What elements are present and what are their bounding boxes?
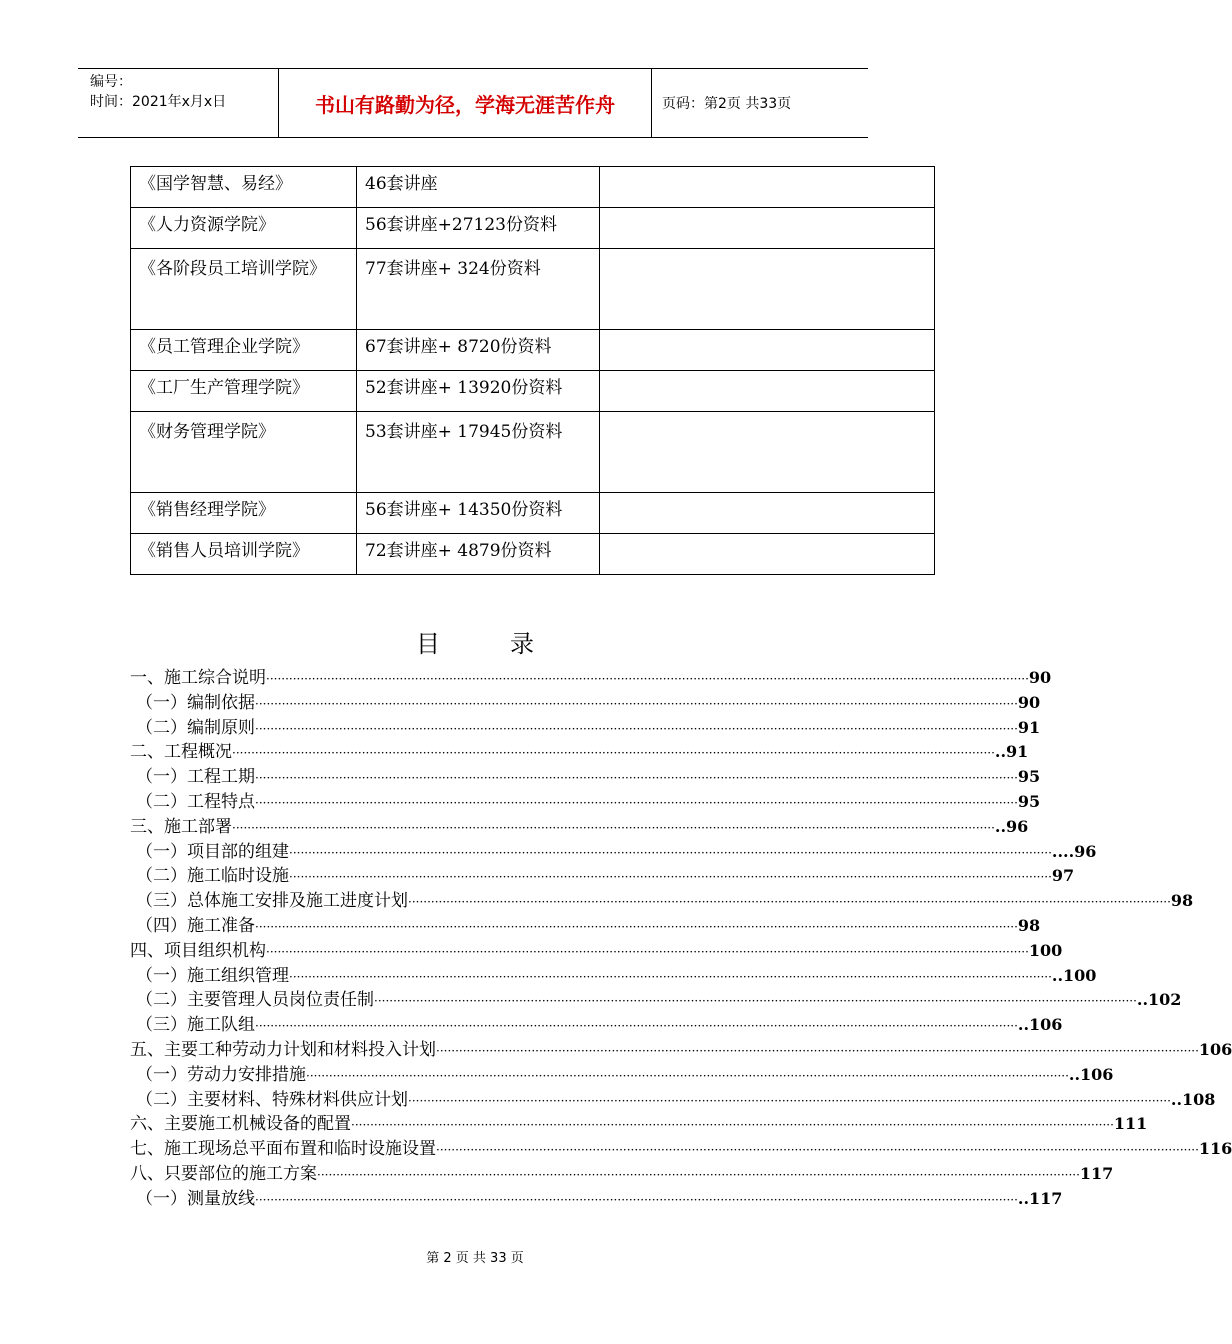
resource-name: 《各阶段员工培训学院》	[131, 249, 357, 330]
toc-entry-label: （三）总体施工安排及施工进度计划	[136, 891, 408, 912]
resource-name: 《销售经理学院》	[131, 493, 357, 534]
toc-title	[0, 624, 950, 659]
toc-entry-page: 90	[1028, 668, 1052, 687]
toc-entry[interactable]	[130, 1088, 1216, 1113]
table-row	[131, 412, 935, 493]
toc-leader-dots: ········································································································································································································	[289, 845, 1052, 860]
toc-entry-page: 95	[1017, 767, 1041, 787]
toc-leader-dots: ········································································································································································································	[289, 969, 1052, 984]
toc-entry-page: 100	[1028, 940, 1063, 960]
toc-entry-label: 一、施工综合说明	[130, 668, 266, 688]
toc-entry-label: （二）主要材料、特殊材料供应计划	[136, 1089, 408, 1110]
table-row	[131, 493, 935, 534]
toc-leader-dots: ········································································································································································································	[266, 672, 1029, 686]
toc-entry[interactable]	[130, 666, 1052, 691]
toc-leader-dots: ········································································································································································································	[232, 820, 995, 835]
toc-leader-dots: ········································································································································································································	[306, 1068, 1069, 1083]
table-row	[131, 371, 935, 412]
resource-extra	[600, 493, 935, 534]
toc-entry-page: ....96	[1051, 841, 1097, 861]
page-footer: 第 2 页 共 33 页	[426, 1251, 524, 1266]
toc-leader-dots: ········································································································································································································	[374, 994, 1137, 1009]
toc-entry-label: （一）施工组织管理	[136, 965, 289, 986]
toc-entry-label: （三）施工队组	[136, 1015, 255, 1036]
toc-entry-label: 八、只要部位的施工方案	[130, 1163, 317, 1184]
resource-table	[130, 166, 935, 575]
toc-leader-dots: ········································································································································································································	[317, 1167, 1080, 1182]
toc-leader-dots: ········································································································································································································	[351, 1118, 1114, 1133]
toc-entry-page: ..100	[1051, 965, 1097, 985]
toc-entry-label: （一）测量放线	[136, 1188, 255, 1209]
toc-entry-label: （二）编制原则	[136, 717, 255, 738]
toc-entry-label: （二）主要管理人员岗位责任制	[136, 990, 374, 1011]
toc-leader-dots: ········································································································································································································	[255, 919, 1018, 934]
toc-entry-label: （一）项目部的组建	[136, 841, 289, 862]
resource-extra	[600, 330, 935, 371]
table-row	[131, 208, 935, 249]
toc-entry-label: （四）施工准备	[136, 915, 255, 936]
time-label: 时间：2021年x月x日	[90, 94, 227, 110]
toc-entry-page: 97	[1051, 866, 1075, 886]
toc-entry-label: （二）工程特点	[136, 791, 255, 812]
toc-entry-label: （一）劳动力安排措施	[136, 1064, 306, 1085]
toc-leader-dots: ········································································································································································································	[255, 1192, 1018, 1207]
toc-leader-dots: ········································································································································································································	[255, 1019, 1018, 1034]
toc-entry[interactable]	[130, 840, 1097, 865]
toc-entry-label: 二、工程概况	[130, 742, 232, 763]
toc-entry[interactable]	[130, 939, 1063, 964]
toc-entry[interactable]	[130, 1013, 1063, 1038]
resource-name: 《财务管理学院》	[131, 412, 357, 493]
toc-entry-page: 98	[1170, 891, 1194, 911]
toc-leader-dots: ········································································································································································································	[289, 870, 1052, 885]
toc-entry-label: 七、施工现场总平面布置和临时设施设置	[130, 1139, 436, 1160]
toc-title-part: 录	[510, 630, 534, 658]
toc-leader-dots: ········································································································································································································	[255, 696, 1018, 711]
resource-content: 67套讲座+ 8720份资料	[357, 330, 600, 371]
toc-entry-label: （二）施工临时设施	[136, 866, 289, 887]
toc-leader-dots: ········································································································································································································	[255, 721, 1018, 736]
table-row	[131, 249, 935, 330]
toc-entry-page: ..117	[1017, 1188, 1063, 1208]
resource-content: 72套讲座+ 4879份资料	[357, 534, 600, 575]
toc-entry-label: 六、主要施工机械设备的配置	[130, 1114, 351, 1135]
toc-entry[interactable]	[130, 716, 1041, 741]
toc-entry[interactable]	[130, 691, 1041, 716]
resource-name: 《工厂生产管理学院》	[131, 371, 357, 412]
resource-name: 《销售人员培训学院》	[131, 534, 357, 575]
toc-leader-dots: ········································································································································································································	[255, 771, 1018, 786]
toc-title-part: 目	[416, 630, 440, 658]
toc-entry-page: 106	[1198, 1039, 1232, 1059]
toc-entry-label: （一）工程工期	[136, 767, 255, 788]
toc-entry-label: 四、项目组织机构	[130, 940, 266, 961]
toc-leader-dots: ········································································································································································································	[255, 795, 1018, 810]
resource-name: 《国学智慧、易经》	[131, 167, 357, 208]
toc-entry[interactable]	[130, 1112, 1148, 1137]
table-of-contents	[130, 666, 1232, 1212]
resource-extra	[600, 208, 935, 249]
toc-entry-label: 五、主要工种劳动力计划和材料投入计划	[130, 1039, 436, 1060]
toc-entry-page: ..106	[1017, 1015, 1063, 1035]
toc-leader-dots: ········································································································································································································	[232, 746, 995, 761]
toc-entry-page: 111	[1113, 1114, 1148, 1134]
resource-extra	[600, 167, 935, 208]
toc-entry[interactable]	[130, 1137, 1232, 1162]
toc-entry[interactable]	[130, 790, 1041, 815]
table-row	[131, 534, 935, 575]
toc-entry-page: ..106	[1068, 1064, 1114, 1084]
toc-entry-label: （一）编制依据	[136, 692, 255, 713]
toc-leader-dots: ········································································································································································································	[436, 1143, 1199, 1158]
toc-entry-page: ..108	[1170, 1089, 1216, 1109]
toc-entry[interactable]	[130, 1162, 1114, 1187]
toc-entry-page: ..91	[994, 742, 1029, 762]
resource-content: 77套讲座+ 324份资料	[357, 249, 600, 330]
toc-entry[interactable]	[130, 988, 1182, 1013]
table-row	[131, 330, 935, 371]
resource-content: 53套讲座+ 17945份资料	[357, 412, 600, 493]
resource-name: 《员工管理企业学院》	[131, 330, 357, 371]
toc-entry-page: 95	[1017, 791, 1041, 811]
toc-entry[interactable]	[130, 964, 1097, 989]
resource-extra	[600, 534, 935, 575]
toc-leader-dots: ········································································································································································································	[408, 895, 1171, 910]
resource-content: 56套讲座+27123份资料	[357, 208, 600, 249]
resource-content: 56套讲座+ 14350份资料	[357, 493, 600, 534]
toc-entry[interactable]	[130, 1187, 1063, 1212]
header-page-info: 页码：第2页 共33页	[662, 96, 792, 112]
toc-entry-page: 117	[1079, 1163, 1114, 1183]
resource-extra	[600, 371, 935, 412]
serial-label: 编号：	[90, 74, 132, 90]
toc-entry[interactable]	[130, 914, 1041, 939]
toc-entry[interactable]	[130, 765, 1041, 790]
toc-entry[interactable]	[130, 815, 1029, 840]
toc-entry[interactable]	[130, 1063, 1114, 1088]
header-meta	[78, 69, 279, 137]
toc-leader-dots: ········································································································································································································	[266, 944, 1029, 959]
resource-name: 《人力资源学院》	[131, 208, 357, 249]
toc-entry-page: 116	[1198, 1139, 1232, 1159]
toc-entry-page: 91	[1017, 717, 1041, 737]
header-motto: 书山有路勤为径，学海无涯苦作舟	[279, 69, 652, 137]
toc-leader-dots: ········································································································································································································	[436, 1043, 1199, 1058]
resource-content: 46套讲座	[357, 167, 600, 208]
resource-content: 52套讲座+ 13920份资料	[357, 371, 600, 412]
toc-entry[interactable]	[130, 889, 1194, 914]
toc-entry-label: 三、施工部署	[130, 816, 232, 837]
toc-leader-dots: ········································································································································································································	[408, 1093, 1171, 1108]
toc-entry[interactable]	[130, 864, 1075, 889]
resource-extra	[600, 249, 935, 330]
toc-entry[interactable]	[130, 1038, 1232, 1063]
table-row	[131, 167, 935, 208]
toc-entry-page: ..102	[1136, 990, 1182, 1010]
toc-entry[interactable]	[130, 740, 1029, 765]
toc-entry-page: 98	[1017, 915, 1041, 935]
page-header	[78, 68, 868, 138]
resource-extra	[600, 412, 935, 493]
toc-entry-page: ..96	[994, 816, 1029, 836]
toc-entry-page: 90	[1017, 692, 1041, 712]
